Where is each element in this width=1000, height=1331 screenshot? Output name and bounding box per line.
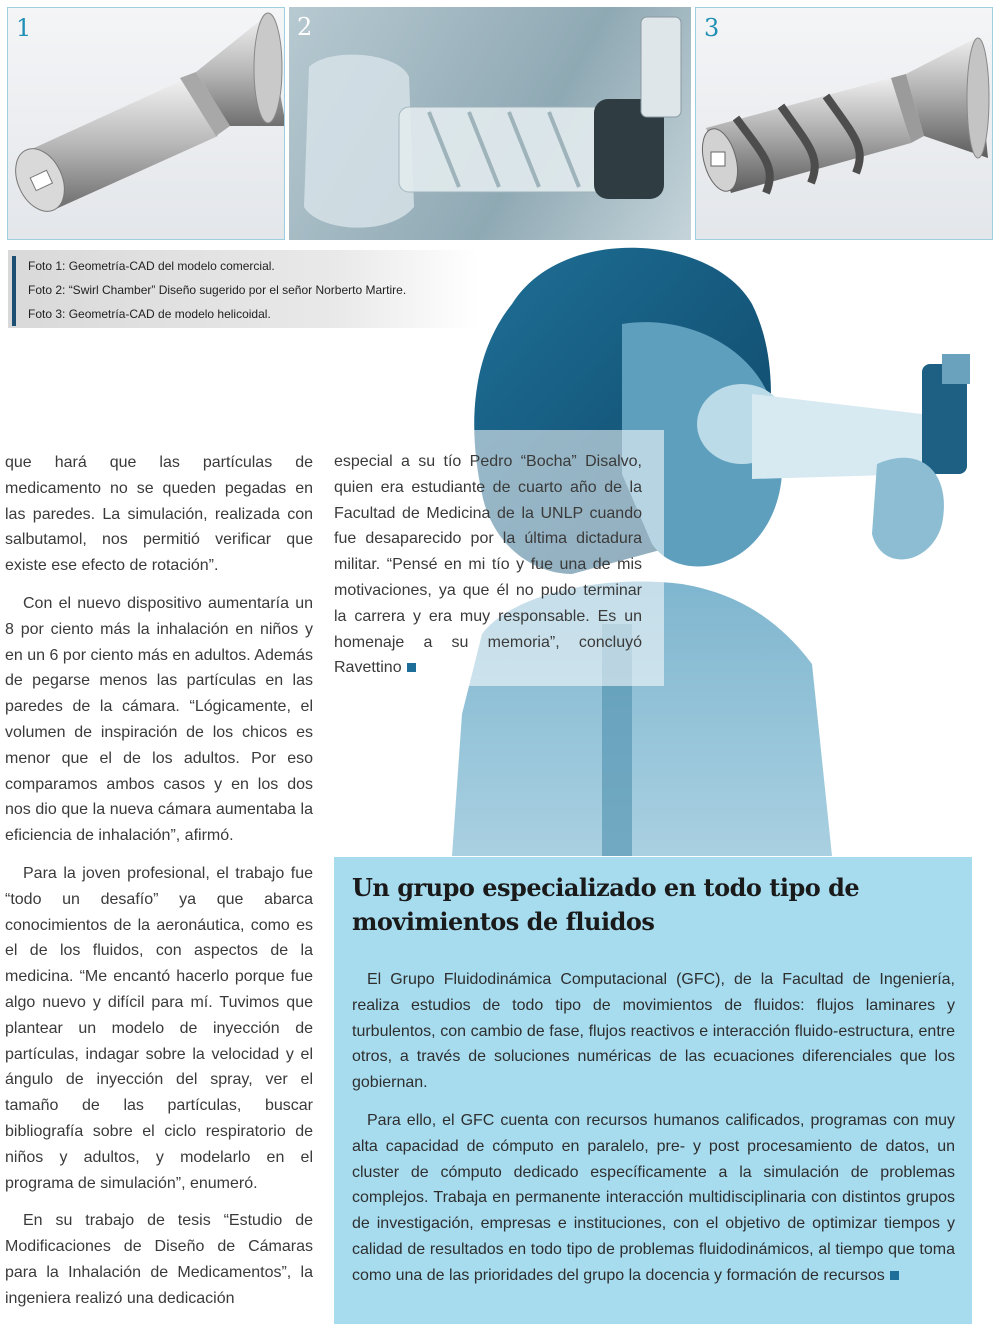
paragraph: especial a su tío Pedro “Bocha” Disalvo, quien era estudiante de cuarto año de la Facultad de Medicina de la UNLP cuando fue desaparecido por la última dictadura militar. “Pensé en mi tío y fue una de mis motivaciones, ya que él no pudo terminar la carrera y era muy responsable. Es un homenaje a su memoria”, concluyó Ravettino [334, 453, 642, 677]
caption-accent-bar [12, 256, 16, 326]
article-column-1 [5, 450, 313, 1324]
caption-photo-2: Foto 2: “Swirl Chamber” Diseño sugerido por el señor Norberto Martire. [28, 283, 407, 297]
gfc-sidebar-box [334, 857, 972, 1324]
photo-1 [7, 7, 285, 240]
article-column-2 [334, 433, 670, 683]
sidebar-paragraph: El Grupo Fluidodinámica Computacional (GFC), de la Facultad de Ingeniería, realiza estudios de todo tipo de movimientos de fluidos: flujos laminares y turbulentos, con cambio de fase, flujos reactivos e interacción fluido-estructura, entre otros, a través de soluciones numéricas de las ecuaciones diferenciales que los gobiernan. [352, 971, 955, 1092]
photo-3 [695, 7, 993, 240]
end-mark-icon [407, 663, 416, 672]
swirl-chamber-photo-icon [289, 7, 691, 240]
cad-chamber-icon [8, 8, 285, 240]
photo-2 [289, 7, 691, 240]
sidebar-paragraph: Para ello, el GFC cuenta con recursos humanos calificados, programas con muy alta capacidad de cómputo en paralelo, pre- y post procesamiento de datos, un cluster de cómputo dedicado específicamente a la simulación de problemas complejos. Trabaja en permanente interacción multidisciplinaria con distintos grupos de investigación, empresas e instituciones, con el objetivo de optimizar tiempos y calidad de resultados en todo tipo de problemas fluidodinámicos, al tiempo que toma como una de las prioridades del grupo la docencia y formación de recursos [352, 1111, 955, 1284]
photo-captions [8, 250, 478, 328]
end-mark-icon [890, 1271, 899, 1280]
sidebar-title: Un grupo especializado en todo tipo de movimientos de fluidos [352, 873, 860, 936]
paragraph: que hará que las partículas de medicamento no se queden pegadas en las paredes. La simulación, realizada con salbutamol, nos permitió verificar que existe ese efecto de rotación”. [5, 454, 313, 575]
paragraph: Para la joven profesional, el trabajo fue “todo un desafío” ya que abarca conocimientos de la aeronáutica, como es el de los fluidos, con aspectos de la medicina. “Me encantó hacerlo porque fue algo nuevo y difícil para mí. Tuvimos que plantear un modelo de inyección de partículas, indagar sobre la velocidad y el ángulo de inyección del spray, ver el tamaño de las partículas, buscar bibliografía sobre el ciclo respiratorio de niños y adultos, y modelarlo en el programa de simulación”, enumeró. [5, 864, 313, 1192]
photo-number: 2 [297, 13, 313, 41]
photo-number: 1 [16, 14, 32, 42]
paragraph: Con el nuevo dispositivo aumentaría un 8 por ciento más la inhalación en niños y en un 6 por ciento más en adultos. Además de pegarse menos las partículas en las paredes de la cámara. “Lógicamente, el volumen de inspiración de los chicos es menor que el de los adultos. Por eso comparamos ambos casos y en los dos nos dio que la nueva cámara aumentaba la eficiencia de inhalación”, afirmó. [5, 594, 313, 845]
paragraph: En su trabajo de tesis “Estudio de Modificaciones de Diseño de Cámaras para la Inhalación de Medicamentos”, la ingeniera realizó una dedicación [5, 1212, 313, 1307]
caption-photo-3: Foto 3: Geometría-CAD de modelo helicoidal. [28, 307, 271, 321]
caption-photo-1: Foto 1: Geometría-CAD del modelo comercial. [28, 259, 275, 273]
photo-number: 3 [704, 14, 720, 42]
helical-chamber-icon [696, 8, 993, 240]
